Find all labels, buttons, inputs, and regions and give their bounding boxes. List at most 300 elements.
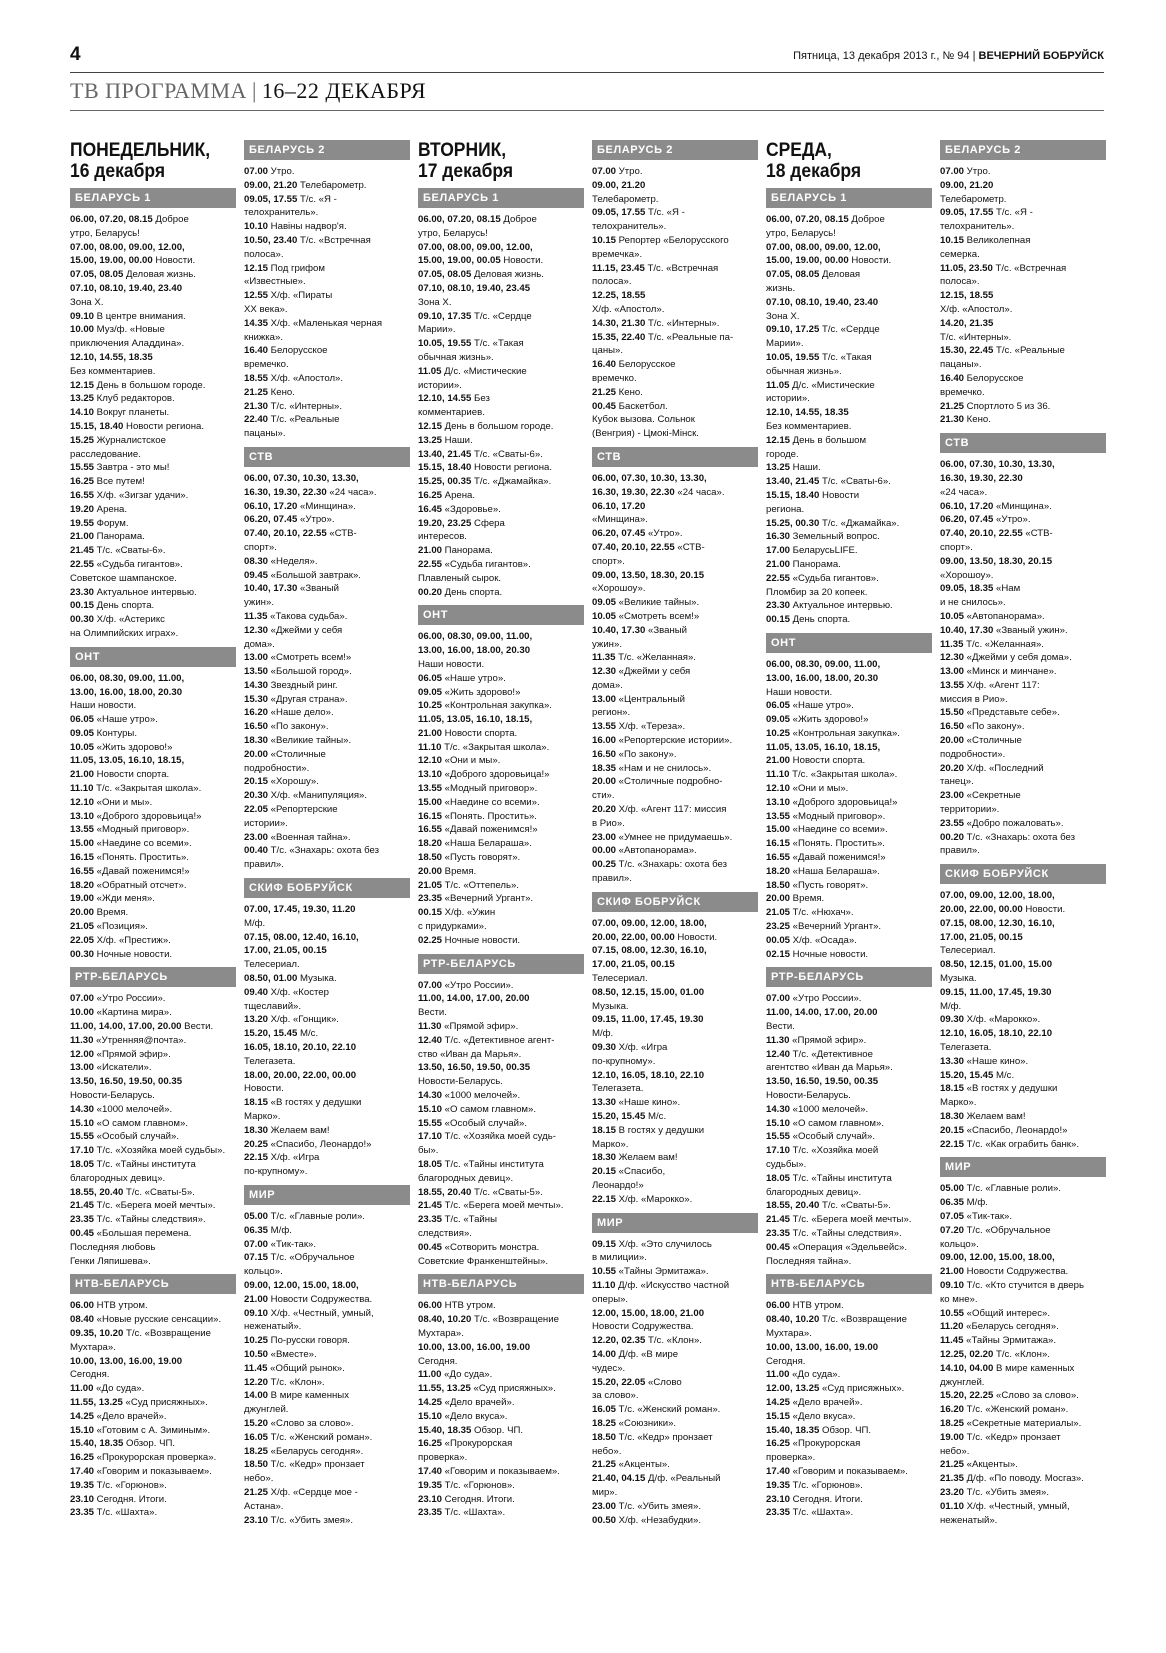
program-title: Телебарометр. bbox=[940, 193, 1007, 205]
program-entry bbox=[940, 569, 1106, 583]
program-entry bbox=[70, 213, 236, 227]
program-title: «Они и мы». bbox=[94, 796, 153, 808]
program-title: Т/с. «Встречная bbox=[644, 262, 719, 274]
program-time: 02.25 bbox=[418, 934, 443, 946]
program-time: 10.40, 17.30 bbox=[592, 624, 646, 636]
program-time: 15.15, 18.40 bbox=[70, 420, 124, 432]
program-entry bbox=[940, 1403, 1106, 1417]
program-time: 13.55 bbox=[70, 824, 95, 836]
program-entry bbox=[244, 1013, 410, 1027]
program-time: 12.15, 18.55 bbox=[940, 290, 994, 302]
program-title: «В гостях у дедушки bbox=[964, 1083, 1058, 1095]
program-entry bbox=[70, 851, 236, 865]
program-title: времечко. bbox=[940, 386, 985, 398]
program-entry bbox=[766, 1493, 932, 1507]
program-title: Х/ф. «Апостол». bbox=[268, 372, 344, 384]
program-title: Т/с. «Реальные bbox=[268, 414, 340, 426]
program-entry bbox=[592, 569, 758, 583]
program-entry bbox=[244, 1486, 410, 1500]
program-entry bbox=[592, 1293, 758, 1307]
program-title: Т/с. «Такая bbox=[819, 351, 872, 363]
program-entry bbox=[766, 1355, 932, 1369]
program-time: 12.30 bbox=[940, 652, 965, 664]
program-title: Т/с. «Оттепель». bbox=[442, 879, 519, 891]
program-entry bbox=[592, 720, 758, 734]
program-entry bbox=[766, 1451, 932, 1465]
program-time: 20.00, 22.00, 00.00 bbox=[940, 904, 1023, 916]
program-title: «Контрольная закупка». bbox=[442, 700, 552, 712]
program-entry bbox=[940, 903, 1106, 917]
program-title: Кубок вызова. Сольнок bbox=[592, 414, 695, 426]
program-title: «Дело вкуса». bbox=[442, 1410, 508, 1422]
program-title: День спорта. bbox=[442, 586, 503, 598]
program-entry bbox=[592, 1348, 758, 1362]
program-entry bbox=[418, 768, 584, 782]
program-time: 14.25 bbox=[766, 1396, 791, 1408]
title-separator: | bbox=[251, 78, 257, 103]
program-title: Под грифом bbox=[268, 262, 325, 274]
program-time: 08.30 bbox=[244, 555, 269, 567]
program-entry bbox=[244, 1403, 410, 1417]
program-entry bbox=[70, 406, 236, 420]
program-title: «Особый случай». bbox=[790, 1131, 876, 1143]
program-entry bbox=[418, 810, 584, 824]
program-title: «Говорим и показываем». bbox=[94, 1465, 212, 1477]
program-entry bbox=[244, 748, 410, 762]
program-entry bbox=[766, 420, 932, 434]
program-title: Белорусское bbox=[964, 372, 1024, 384]
program-entry bbox=[940, 803, 1106, 817]
program-time: 15.50 bbox=[940, 707, 965, 719]
program-entry bbox=[418, 1479, 584, 1493]
program-entry bbox=[70, 1493, 236, 1507]
program-entry bbox=[940, 944, 1106, 958]
program-time: 10.00 bbox=[70, 1007, 95, 1019]
program-entry bbox=[766, 741, 932, 755]
program-time: 08.40 bbox=[70, 1314, 95, 1326]
program-entry bbox=[592, 1151, 758, 1165]
program-title: региона. bbox=[766, 503, 805, 515]
program-time: 14.10, 04.00 bbox=[940, 1362, 994, 1374]
channel-header: РТР-БЕЛАРУСЬ bbox=[418, 954, 584, 974]
program-title: «Акценты». bbox=[964, 1459, 1018, 1471]
program-entry bbox=[418, 699, 584, 713]
program-time: 15.15, 18.40 bbox=[766, 489, 820, 501]
program-entry bbox=[418, 434, 584, 448]
program-entry bbox=[766, 1227, 932, 1241]
program-entry bbox=[766, 572, 932, 586]
header-rule-top bbox=[70, 72, 1104, 73]
program-title: «СТВ- bbox=[1022, 528, 1053, 540]
program-title: «Наше утро». bbox=[790, 700, 854, 712]
program-entry bbox=[244, 541, 410, 555]
program-title: «Утро». bbox=[645, 528, 683, 540]
program-time: 05.00 bbox=[940, 1183, 965, 1195]
program-title: XX века». bbox=[244, 303, 288, 315]
program-title: приключения Аладдина». bbox=[70, 338, 185, 350]
program-entry bbox=[244, 638, 410, 652]
program-title: Новости спорта. bbox=[94, 769, 170, 781]
program-entry bbox=[940, 372, 1106, 386]
program-entry bbox=[244, 817, 410, 831]
program-time: 22.05 bbox=[70, 934, 95, 946]
program-time: 18.30 bbox=[940, 1111, 965, 1122]
program-time: 12.00, 15.00, 18.00, 21.00 bbox=[592, 1307, 705, 1319]
program-time: 11.30 bbox=[766, 1034, 790, 1046]
program-entry bbox=[244, 734, 410, 748]
program-entry bbox=[940, 1472, 1106, 1486]
program-entry bbox=[592, 1027, 758, 1041]
schedule-column-3 bbox=[418, 140, 584, 1520]
program-time: 15.55 bbox=[418, 1117, 443, 1129]
program-entry bbox=[418, 892, 584, 906]
program-entry bbox=[940, 262, 1106, 276]
program-time: 16.20 bbox=[244, 707, 269, 719]
program-entry bbox=[70, 948, 236, 962]
program-title: «Особый случай». bbox=[94, 1131, 180, 1143]
program-time: 18.55, 20.40 bbox=[70, 1186, 124, 1198]
program-entry bbox=[70, 627, 236, 641]
program-time: 11.55, 13.25 bbox=[70, 1396, 123, 1408]
program-title: «Давай поженимся!» bbox=[790, 852, 886, 864]
program-title: Марко». bbox=[940, 1097, 977, 1109]
program-time: 15.15, 18.40 bbox=[418, 462, 472, 474]
program-time: 23.10 bbox=[766, 1493, 791, 1505]
program-entry bbox=[592, 1165, 758, 1179]
program-time: 16.15 bbox=[418, 810, 443, 822]
program-title: «Большая перемена. bbox=[94, 1227, 192, 1239]
program-entry bbox=[940, 1417, 1106, 1431]
schedule-column-6 bbox=[940, 140, 1106, 1527]
program-time: 15.20 bbox=[244, 1417, 269, 1429]
program-time: 12.15 bbox=[244, 262, 269, 274]
program-time: 07.15, 08.00, 12.30, 16.10, bbox=[940, 917, 1055, 929]
program-title: Т/с. «Интерны». bbox=[940, 331, 1012, 343]
program-time: 06.20, 07.45 bbox=[940, 514, 994, 526]
program-entry bbox=[592, 344, 758, 358]
program-entry bbox=[766, 517, 932, 531]
program-time: 21.00 bbox=[418, 727, 443, 739]
program-entry bbox=[418, 1199, 584, 1213]
program-time: 15.10 bbox=[70, 1424, 95, 1436]
program-time: 11.05, 13.05, 16.10, 18.15, bbox=[766, 741, 881, 753]
program-title: Последняя тайна». bbox=[766, 1255, 852, 1267]
program-title: агентство «Иван да Марья». bbox=[766, 1062, 893, 1074]
program-time: 14.30, 21.30 bbox=[592, 317, 646, 329]
program-title: Х/ф. «Последний bbox=[964, 762, 1044, 774]
program-entry bbox=[940, 1320, 1106, 1334]
program-title: Марко». bbox=[592, 1138, 629, 1150]
program-time: 23.35 bbox=[418, 1507, 443, 1519]
program-entry bbox=[766, 613, 932, 627]
program-time: 20.15 bbox=[592, 1166, 617, 1178]
program-title: благородных девиц». bbox=[70, 1172, 166, 1184]
program-entry bbox=[418, 572, 584, 586]
program-entry bbox=[70, 365, 236, 379]
program-entry bbox=[70, 865, 236, 879]
program-title: «Они и мы». bbox=[790, 783, 849, 795]
channel-header: НТВ-БЕЛАРУСЬ bbox=[766, 1274, 932, 1294]
program-entry bbox=[70, 379, 236, 393]
program-entry bbox=[766, 434, 932, 448]
program-time: 15.20, 15.45 bbox=[592, 1111, 646, 1122]
program-title: «Суд присяжных». bbox=[819, 1383, 905, 1395]
program-time: 19.35 bbox=[766, 1479, 791, 1491]
program-time: 14.00 bbox=[244, 1390, 269, 1402]
program-title: «Вместе». bbox=[268, 1348, 317, 1360]
program-title: Новости-Беларусь. bbox=[70, 1090, 155, 1102]
program-title: Сегодня. Итоги. bbox=[442, 1493, 515, 1505]
program-time: 07.00, 09.00, 12.00, 18.00, bbox=[940, 890, 1055, 902]
program-title: Обзор. ЧП. bbox=[819, 1424, 872, 1436]
program-entry bbox=[940, 248, 1106, 262]
program-time: 06.00 bbox=[766, 1300, 791, 1312]
program-time: 08.50, 12.15, 01.00, 15.00 bbox=[940, 959, 1053, 971]
program-title: Новости. bbox=[244, 1083, 284, 1095]
program-time: 23.30 bbox=[70, 586, 95, 598]
program-title: Вокруг планеты. bbox=[94, 407, 170, 419]
program-title: М/с. bbox=[993, 1069, 1015, 1081]
program-time: 14.25 bbox=[418, 1396, 443, 1408]
program-title: Т/с. «Горюнов». bbox=[94, 1479, 167, 1491]
program-title: Т/с. «Закрытая школа». bbox=[789, 769, 898, 781]
program-entry bbox=[592, 331, 758, 345]
program-entry bbox=[592, 665, 758, 679]
program-time: 23.00 bbox=[940, 790, 965, 802]
program-time: 12.10, 14.55 bbox=[418, 393, 472, 405]
program-entry bbox=[418, 1227, 584, 1241]
program-title: Новости спорта. bbox=[442, 727, 518, 739]
program-time: 06.10, 17.20 bbox=[940, 500, 994, 512]
program-entry bbox=[592, 513, 758, 527]
program-entry bbox=[70, 323, 236, 337]
program-entry bbox=[940, 817, 1106, 831]
program-time: 11.35 bbox=[592, 652, 616, 664]
program-title: «Сотворить монстра. bbox=[442, 1241, 540, 1253]
program-title: Т/с. «Хозяйка моей судьбы». bbox=[94, 1145, 226, 1157]
program-time: 18.05 bbox=[766, 1172, 791, 1184]
program-title: Завтра - это мы! bbox=[94, 462, 170, 474]
program-time: 18.30 bbox=[244, 735, 269, 747]
program-time: 16.40 bbox=[592, 359, 617, 371]
program-entry bbox=[766, 1479, 932, 1493]
program-entry bbox=[592, 1403, 758, 1417]
program-entry bbox=[766, 823, 932, 837]
program-title: «Слово bbox=[645, 1376, 682, 1388]
program-time: 09.10 bbox=[940, 1279, 965, 1291]
program-time: 16.15 bbox=[766, 838, 791, 850]
program-time: 09.30 bbox=[592, 1042, 617, 1054]
program-time: 07.15, 08.00, 12.40, 16.10, bbox=[244, 931, 359, 943]
program-entry bbox=[592, 831, 758, 845]
program-time: 21.00 bbox=[244, 1293, 269, 1305]
program-time: 12.20 bbox=[244, 1376, 269, 1388]
program-title: Т/с. «Детективное bbox=[790, 1048, 873, 1060]
program-time: 16.50 bbox=[592, 748, 617, 760]
program-entry bbox=[244, 986, 410, 1000]
program-title: Панорама. bbox=[790, 558, 841, 570]
program-time: 07.05, 08.05 bbox=[418, 269, 472, 281]
program-title: Наши новости. bbox=[766, 686, 833, 698]
program-title: «Здоровье». bbox=[442, 503, 501, 515]
program-title: сти». bbox=[592, 790, 615, 802]
day-heading bbox=[418, 140, 571, 182]
program-entry bbox=[244, 917, 410, 931]
program-time: 12.10 bbox=[418, 755, 443, 767]
program-time: 18.30 bbox=[244, 1124, 269, 1136]
program-time: 18.55 bbox=[244, 372, 269, 384]
program-entry bbox=[592, 734, 758, 748]
program-title: телохранитель». bbox=[244, 207, 319, 219]
program-title: Новости региона. bbox=[123, 420, 204, 432]
program-time: 09.30 bbox=[940, 1014, 965, 1026]
program-entry bbox=[592, 596, 758, 610]
program-time: 07.20 bbox=[940, 1224, 965, 1236]
program-title: Т/с. «Возвращение bbox=[123, 1327, 211, 1339]
program-entry bbox=[70, 530, 236, 544]
program-entry bbox=[70, 392, 236, 406]
program-title: Деловая жизнь. bbox=[123, 269, 196, 281]
program-time: 11.05, 23.50 bbox=[940, 262, 993, 274]
program-entry bbox=[592, 651, 758, 665]
program-entry bbox=[766, 1368, 932, 1382]
program-title: Д/ф. «Искусство частной bbox=[615, 1279, 730, 1291]
program-time: 09.00, 12.00, 15.00, 18.00, bbox=[244, 1279, 359, 1291]
program-entry bbox=[244, 234, 410, 248]
program-time: 17.00, 21.05, 00.15 bbox=[592, 959, 675, 971]
program-time: 00.05 bbox=[766, 934, 791, 946]
program-title: Х/ф. «Незабудки». bbox=[616, 1514, 702, 1526]
program-title: «СТВ- bbox=[674, 541, 705, 553]
program-time: 07.00 bbox=[940, 166, 965, 177]
program-entry bbox=[940, 844, 1106, 858]
program-time: 16.05 bbox=[244, 1431, 269, 1443]
program-time: 13.00 bbox=[244, 652, 269, 664]
program-time: 22.40 bbox=[244, 414, 269, 426]
program-entry bbox=[244, 317, 410, 331]
program-time: 13.50, 16.50, 19.50, 00.35 bbox=[418, 1062, 531, 1074]
program-title: Х/ф. «Апостол». bbox=[940, 303, 1013, 315]
channel-header: РТР-БЕЛАРУСЬ bbox=[766, 967, 932, 987]
program-title: истории». bbox=[244, 817, 288, 829]
program-title: благородных девиц». bbox=[418, 1172, 514, 1184]
program-time: 06.20, 07.45 bbox=[592, 528, 646, 540]
program-title: «Жить здорово!» bbox=[790, 714, 869, 726]
program-title: Новости региона. bbox=[471, 462, 552, 474]
program-entry bbox=[592, 610, 758, 624]
program-entry bbox=[592, 917, 758, 931]
program-entry bbox=[418, 1465, 584, 1479]
program-entry bbox=[418, 979, 584, 993]
paper-name: ВЕЧЕРНИЙ БОБРУЙСК bbox=[978, 50, 1104, 62]
program-entry bbox=[766, 530, 932, 544]
program-entry bbox=[70, 992, 236, 1006]
issue-line: Пятница, 13 декабря 2013 г., № 94 bbox=[793, 50, 970, 62]
program-entry bbox=[244, 1362, 410, 1376]
program-entry bbox=[418, 461, 584, 475]
program-time: 01.10 bbox=[940, 1500, 965, 1512]
program-entry bbox=[70, 1089, 236, 1103]
program-time: 10.05 bbox=[70, 741, 95, 753]
program-title: Новости. bbox=[152, 255, 196, 267]
program-title: День спорта. bbox=[790, 614, 851, 626]
program-title: Все путем! bbox=[94, 476, 145, 488]
program-entry bbox=[244, 1265, 410, 1279]
program-time: 23.55 bbox=[940, 817, 965, 829]
program-title: Телебарометр. bbox=[592, 193, 659, 205]
program-entry bbox=[244, 1027, 410, 1041]
program-entry bbox=[418, 337, 584, 351]
program-entry bbox=[418, 1382, 584, 1396]
program-entry bbox=[592, 693, 758, 707]
program-entry bbox=[70, 1424, 236, 1438]
program-entry bbox=[940, 344, 1106, 358]
program-entry bbox=[766, 448, 932, 462]
program-title: Т/с. «Тайны института bbox=[442, 1159, 544, 1170]
program-time: 07.10, 08.10, 19.40, 23.45 bbox=[418, 282, 531, 294]
program-title: «В гостях у дедушки bbox=[268, 1097, 362, 1109]
program-time: 23.10 bbox=[244, 1514, 269, 1526]
program-time: 14.25 bbox=[70, 1410, 95, 1422]
program-title: правил». bbox=[244, 859, 284, 871]
program-time: 11.10 bbox=[766, 769, 790, 781]
program-time: 20.00 bbox=[940, 735, 965, 747]
program-entry bbox=[592, 748, 758, 762]
program-time: 19.35 bbox=[70, 1479, 95, 1491]
program-time: 20.00 bbox=[592, 776, 617, 788]
program-title: «Суд присяжных». bbox=[122, 1396, 208, 1408]
program-title: Х/ф. «Осада». bbox=[790, 934, 857, 946]
program-title: Т/с. «Интерны». bbox=[268, 400, 343, 412]
program-title: «Тик-так». bbox=[268, 1238, 317, 1250]
program-entry bbox=[244, 427, 410, 441]
program-title: Т/с. «Джамайка». bbox=[471, 476, 552, 488]
program-entry bbox=[940, 289, 1106, 303]
program-title: Журналистское bbox=[94, 434, 166, 446]
program-time: 09.00, 13.50, 18.30, 20.15 bbox=[592, 569, 705, 581]
program-time: 17.40 bbox=[766, 1465, 791, 1477]
program-title: Т/с. «Желанная». bbox=[963, 638, 1044, 650]
program-time: 12.25, 02.20 bbox=[940, 1348, 994, 1360]
program-entry bbox=[940, 541, 1106, 555]
program-entry bbox=[244, 1389, 410, 1403]
program-entry bbox=[70, 517, 236, 531]
program-entry bbox=[244, 1251, 410, 1265]
program-time: 09.05 bbox=[592, 597, 617, 609]
program-title: Т/с. «Как ограбить банк». bbox=[964, 1138, 1079, 1150]
program-time: 15.40, 18.35 bbox=[418, 1424, 472, 1436]
program-entry bbox=[766, 1327, 932, 1341]
program-time: 23.00 bbox=[592, 1500, 617, 1512]
program-time: 15.20, 22.25 bbox=[940, 1390, 994, 1402]
program-entry bbox=[766, 837, 932, 851]
channel-header: НТВ-БЕЛАРУСЬ bbox=[70, 1274, 236, 1294]
program-entry bbox=[70, 1020, 236, 1034]
program-title: «Наше утро». bbox=[442, 672, 506, 684]
program-entry bbox=[418, 1158, 584, 1172]
program-title: «Утренняя@почта». bbox=[93, 1034, 187, 1046]
program-title: «Особый случай». bbox=[442, 1117, 528, 1129]
program-entry bbox=[940, 1265, 1106, 1279]
program-entry bbox=[244, 372, 410, 386]
program-entry bbox=[766, 992, 932, 1006]
program-entry bbox=[940, 472, 1106, 486]
program-time: 13.55 bbox=[592, 721, 617, 733]
program-entry bbox=[244, 972, 410, 986]
program-title: территории». bbox=[940, 804, 1000, 816]
program-time: 23.35 bbox=[418, 893, 443, 905]
program-time: 18.00, 20.00, 22.00, 00.00 bbox=[244, 1069, 357, 1081]
